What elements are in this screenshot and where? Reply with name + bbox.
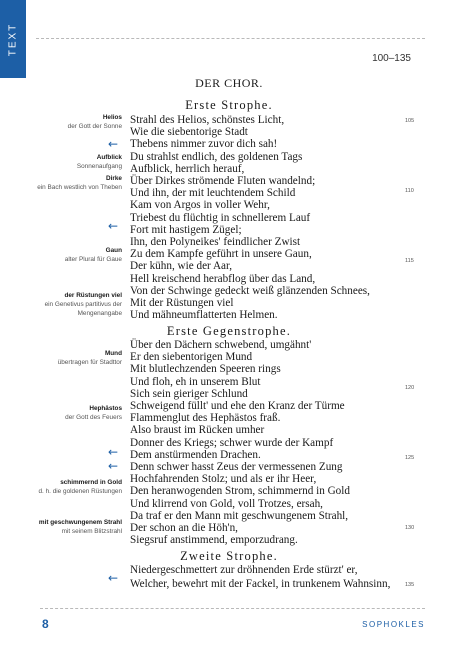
gloss-term: Helios [102, 114, 122, 121]
arrow-left-icon[interactable]: ← [107, 137, 118, 151]
arrow-left-icon[interactable]: ← [107, 219, 118, 233]
gloss-term: der Rüstungen viel [64, 292, 122, 299]
arrow-left-icon[interactable]: ← [107, 571, 118, 585]
verse-line: Aufblick, herrlich herauf, [130, 162, 245, 175]
gloss-aufblick [22, 153, 122, 171]
gloss-term: Mund [104, 350, 122, 357]
verse-line: Du strahlst endlich, des goldenen Tags [130, 150, 303, 163]
top-divider [36, 38, 425, 39]
gloss-term: Dirke [106, 175, 122, 182]
verse-line: Mit der Rüstungen viel [130, 297, 234, 309]
gloss-schimmernd [22, 478, 122, 496]
verse-line: Von der Schwinge gedeckt weiß glänzenden Schnees, [130, 284, 370, 297]
verse-line: Hell kreischend herabflog über das Land, [130, 272, 316, 285]
verse-line: Strahl des Helios, schönstes Licht, [130, 114, 285, 126]
line-number: 125 [405, 455, 415, 461]
gloss-dirke [22, 174, 122, 192]
gloss-term: schimmernd in Gold [60, 479, 122, 486]
page-number: 8 [42, 617, 49, 631]
verse-line: Siegsruf anstimmend, emporzudrang. [130, 534, 298, 547]
line-number: 110 [405, 188, 414, 194]
line-number: 130 [405, 525, 415, 531]
verse-line: Dem anstürmenden Drachen. [130, 448, 261, 461]
gloss-term: Gaun [105, 247, 122, 254]
verse-line: Über Dirkes strömende Fluten wandelnd; [130, 175, 316, 187]
verse-line: Der kühn, wie der Aar, [130, 260, 233, 273]
gloss-definition: d. h. die goldenen Rüstungen [38, 488, 122, 495]
gloss-term: Hephästos [89, 405, 122, 412]
line-number: 120 [405, 385, 415, 391]
verse-line: Niedergeschmettert zur dröhnenden Erde stürzt' er, [130, 564, 358, 576]
verse-line: Der schon an die Höh'n, [130, 522, 238, 534]
verse-line: Also braust im Rücken umher [130, 424, 265, 437]
gloss-definition: der Gott des Feuers [65, 414, 122, 421]
verse-line: Welcher, bewehrt mit der Fackel, in trunkenem Wahnsinn, [130, 578, 391, 590]
gloss-term: mit geschwungenem Strahl [38, 519, 122, 526]
verse-line: Da traf er den Mann mit geschwungenem Strahl, [130, 509, 349, 522]
verse-line: Fort mit hastigem Zügel; [130, 223, 242, 236]
verse-line: Denn schwer hasst Zeus der vermessenen Zung [130, 461, 343, 473]
line-number: 105 [405, 118, 415, 124]
gloss-definition: der Gott der Sonne [67, 123, 122, 130]
line-range: 100–135 [372, 53, 411, 64]
arrow-left-icon[interactable]: ← [107, 445, 118, 459]
bottom-divider [40, 608, 425, 609]
gloss-ruestungen [22, 291, 122, 318]
verse-line: Über den Dächern schwebend, umgähnt' [130, 339, 312, 351]
gloss-term: Aufblick [96, 154, 122, 161]
heading-erste-strophe: Erste Strophe. [185, 98, 273, 112]
verse-line: Sich sein gieriger Schlund [130, 387, 248, 400]
verse-line: Flammenglut des Hephästos fraß. [130, 412, 281, 425]
author-name: SOPHOKLES [362, 620, 425, 629]
gloss-gaun [22, 246, 122, 264]
heading-erste-gegenstrophe: Erste Gegenstrophe. [166, 324, 292, 338]
verse-line: Mit blutlechzenden Speeren rings [130, 363, 281, 376]
line-number: 135 [405, 582, 415, 588]
chorus-title: DER CHOR. [195, 76, 263, 90]
gloss-definition: übertragen für Stadttor [57, 359, 122, 366]
gloss-definition: alter Plural für Gaue [64, 256, 122, 263]
gloss-mund [22, 349, 122, 367]
verse-line: Und klirrend von Gold, voll Trotzes, ersah, [130, 497, 323, 510]
gloss-definition: mit seinem Blitzstrahl [61, 528, 122, 535]
section-tab[interactable] [0, 0, 26, 78]
verse-line: Wie die siebentorige Stadt [130, 126, 248, 139]
section-tab-label: TEXT [7, 22, 19, 56]
line-number: 115 [405, 258, 414, 264]
verse-line: Donner des Kriegs; schwer wurde der Kampf [130, 436, 334, 449]
verse-line: Hochfahrenden Stolz; und als er ihr Heer, [130, 473, 317, 486]
verse-line: Kam von Argos in voller Wehr, [130, 199, 270, 212]
arrow-left-icon[interactable]: ← [107, 459, 118, 473]
verse-line: Schweigend füllt' und ehe den Kranz der Türme [130, 400, 345, 412]
gloss-definition: ein Bach westlich von Theben [37, 184, 122, 191]
gloss-definition: Sonnenaufgang [76, 163, 122, 170]
gloss-hephaestos [22, 404, 122, 422]
verse-line: Er den siebentorigen Mund [130, 351, 253, 364]
verse-line: Triebest du flüchtig in schnellerem Lauf [130, 211, 311, 224]
verse-line: Thebens nimmer zuvor dich sah! [130, 138, 278, 151]
verse-line: Und ihn, der mit leuchtendem Schild [130, 187, 296, 200]
verse-line: Ihn, den Polyneikes' feindlicher Zwist [130, 236, 301, 248]
heading-zweite-strophe: Zweite Strophe. [180, 549, 278, 563]
gloss-strahl [22, 518, 122, 536]
verse-line: Zu dem Kampfe geführt in unsere Gaun, [130, 248, 312, 261]
verse-line: Den heranwogenden Strom, schimmernd in Gold [130, 485, 350, 498]
verse-line: Und floh, eh in unserem Blut [130, 375, 261, 388]
gloss-helios [22, 113, 122, 131]
verse-line: Und mähneumflatterten Helmen. [130, 309, 278, 322]
gloss-definition: ein Genetivus partitivus der Mengenangabe [44, 301, 122, 317]
